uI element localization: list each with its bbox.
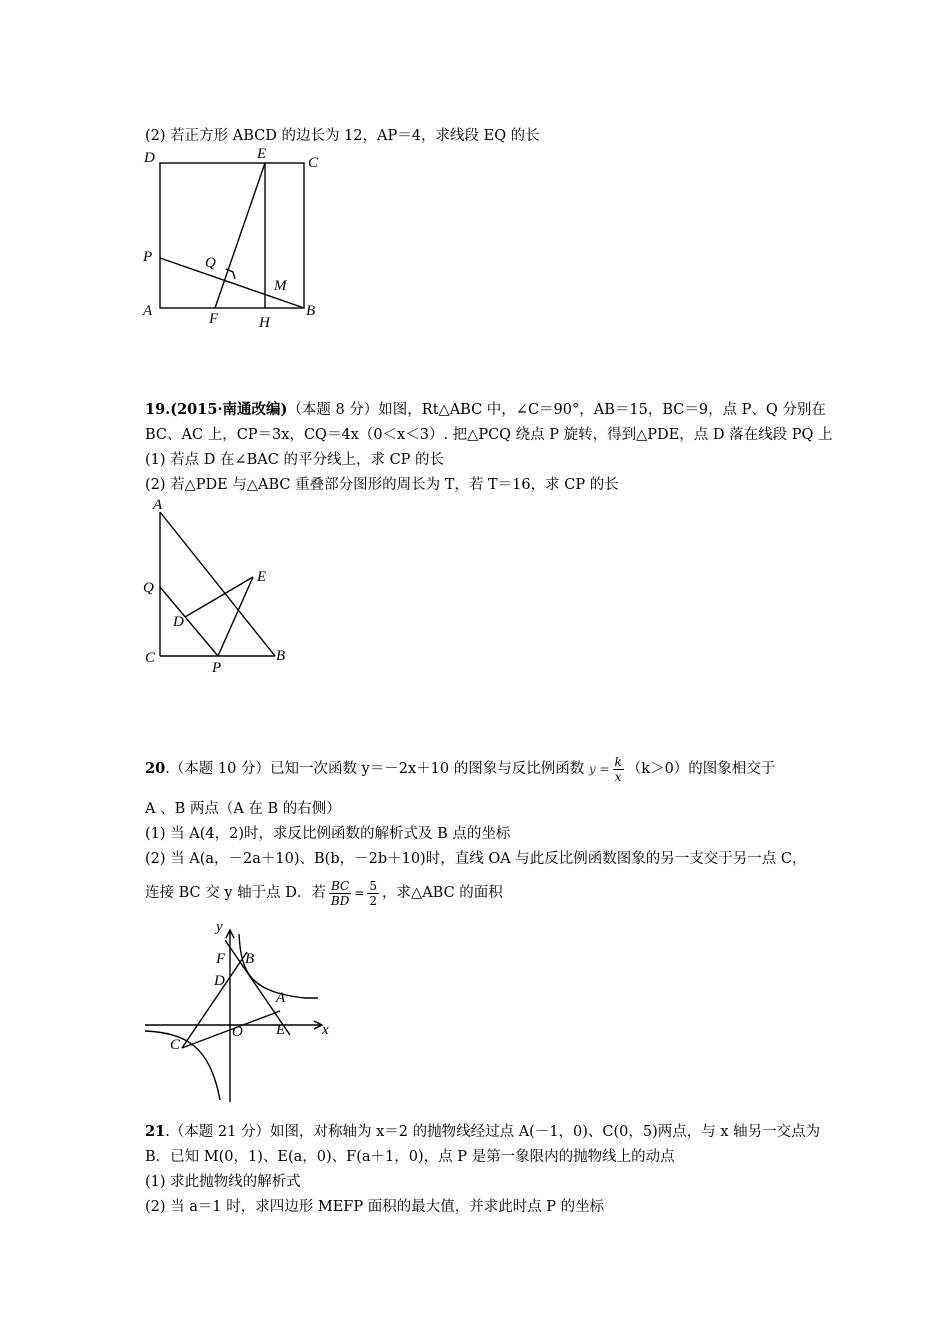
q20-eq: = [354, 886, 365, 900]
q19-label-B: B [276, 648, 286, 664]
q20-label-E: E [276, 1022, 286, 1038]
q21-line1-text: .（本题 21 分）如图，对称轴为 x＝2 的抛物线经过点 A(－1，0)、C(0，5)两点，与 x 轴另一交点为 [165, 1124, 821, 1140]
q18-label-C: C [308, 155, 319, 171]
q20-label-F: F [216, 951, 226, 967]
q19-label-A: A [153, 497, 163, 513]
q21-part1: (1) 求此抛物线的解析式 [145, 1174, 301, 1190]
q20-head: 20 [145, 760, 166, 777]
q20-r-num: BC [329, 879, 351, 894]
q20-part1: (1) 当 A(4，2)时，求反比例函数的解析式及 B 点的坐标 [145, 826, 511, 842]
q18-label-M: M [274, 278, 287, 294]
q19-label-D: D [173, 614, 184, 630]
q20-frac-bc-bd [329, 879, 351, 908]
q20-line1b: （k＞0）的图象相交于 [626, 761, 776, 777]
q20-frac-den: x [614, 769, 622, 784]
q21-head: 21 [145, 1123, 166, 1140]
q21-part2: (2) 当 a＝1 时，求四边形 MEFP 面积的最大值，并求此时点 P 的坐标 [145, 1199, 605, 1215]
q20-line1 [145, 752, 775, 786]
q20-frac-num: k [614, 754, 622, 769]
q20-line5b: ，求△ABC 的面积 [382, 885, 503, 901]
q20-line2: A 、B 两点（A 在 B 的右侧） [145, 801, 341, 817]
q20-line5 [145, 876, 503, 910]
q19-head: 19.(2015·南通改编) [145, 401, 288, 418]
q20-label-A: A [276, 990, 286, 1006]
q19-label-C: C [145, 650, 156, 666]
q20-figure [140, 920, 340, 1110]
q18-label-D: D [144, 150, 155, 166]
q20-frac-y: y = [588, 762, 610, 776]
q20-r-den: BD [330, 893, 350, 908]
q18-part2: (2) 若正方形 ABCD 的边长为 12，AP＝4，求线段 EQ 的长 [145, 128, 540, 144]
q19-part1: (1) 若点 D 在∠BAC 的平分线上，求 CP 的长 [145, 452, 445, 468]
q18-label-B: B [306, 303, 316, 319]
q18-label-Q: Q [205, 255, 216, 271]
q20-label-C: C [170, 1037, 181, 1053]
q20-label-B: B [245, 951, 255, 967]
q20-label-x: x [322, 1022, 329, 1038]
q20-frac-5-2 [367, 879, 379, 908]
q20-label-D: D [214, 973, 225, 989]
q20-label-O: O [232, 1024, 243, 1040]
q19-label-P: P [212, 660, 222, 676]
q18-label-F: F [209, 311, 219, 327]
q20-v-num: 5 [369, 878, 378, 893]
q19-line1-text: （本题 8 分）如图，Rt△ABC 中，∠C＝90°，AB＝15，BC＝9，点 P、Q 分别在 [287, 402, 826, 418]
q20-line1a: .（本题 10 分）已知一次函数 y＝－2x＋10 的图象与反比例函数 [165, 761, 585, 777]
q19-line2: BC、AC 上，CP＝3x，CQ＝4x（0＜x＜3）. 把△PCQ 绕点 P 旋转，得到△PDE，点 D 落在线段 PQ 上 [145, 427, 833, 443]
q19-label-E: E [257, 569, 267, 585]
q20-label-y: y [216, 919, 223, 935]
q21-line2: B．已知 M(0，1)、E(a，0)、F(a＋1，0)，点 P 是第一象限内的抛物线上的动点 [145, 1149, 675, 1165]
q20-frac-k-over-x [613, 755, 624, 784]
q19-line1 [145, 401, 826, 419]
q18-label-P: P [143, 249, 153, 265]
q18-label-A: A [143, 303, 153, 319]
q18-label-H: H [259, 315, 270, 331]
q20-line5a: 连接 BC 交 y 轴于点 D．若 [145, 885, 326, 901]
q20-v-den: 2 [369, 893, 378, 908]
q18-label-E: E [257, 146, 267, 162]
q19-part2: (2) 若△PDE 与△ABC 重叠部分图形的周长为 T，若 T＝16，求 CP 的长 [145, 477, 619, 493]
q21-line1 [145, 1123, 820, 1141]
q19-label-Q: Q [143, 580, 154, 596]
q20-part2: (2) 当 A(a，－2a＋10)、B(b，－2b＋10)时，直线 OA 与此反比例函数图象的另一支交于另一点 C， [145, 851, 807, 867]
